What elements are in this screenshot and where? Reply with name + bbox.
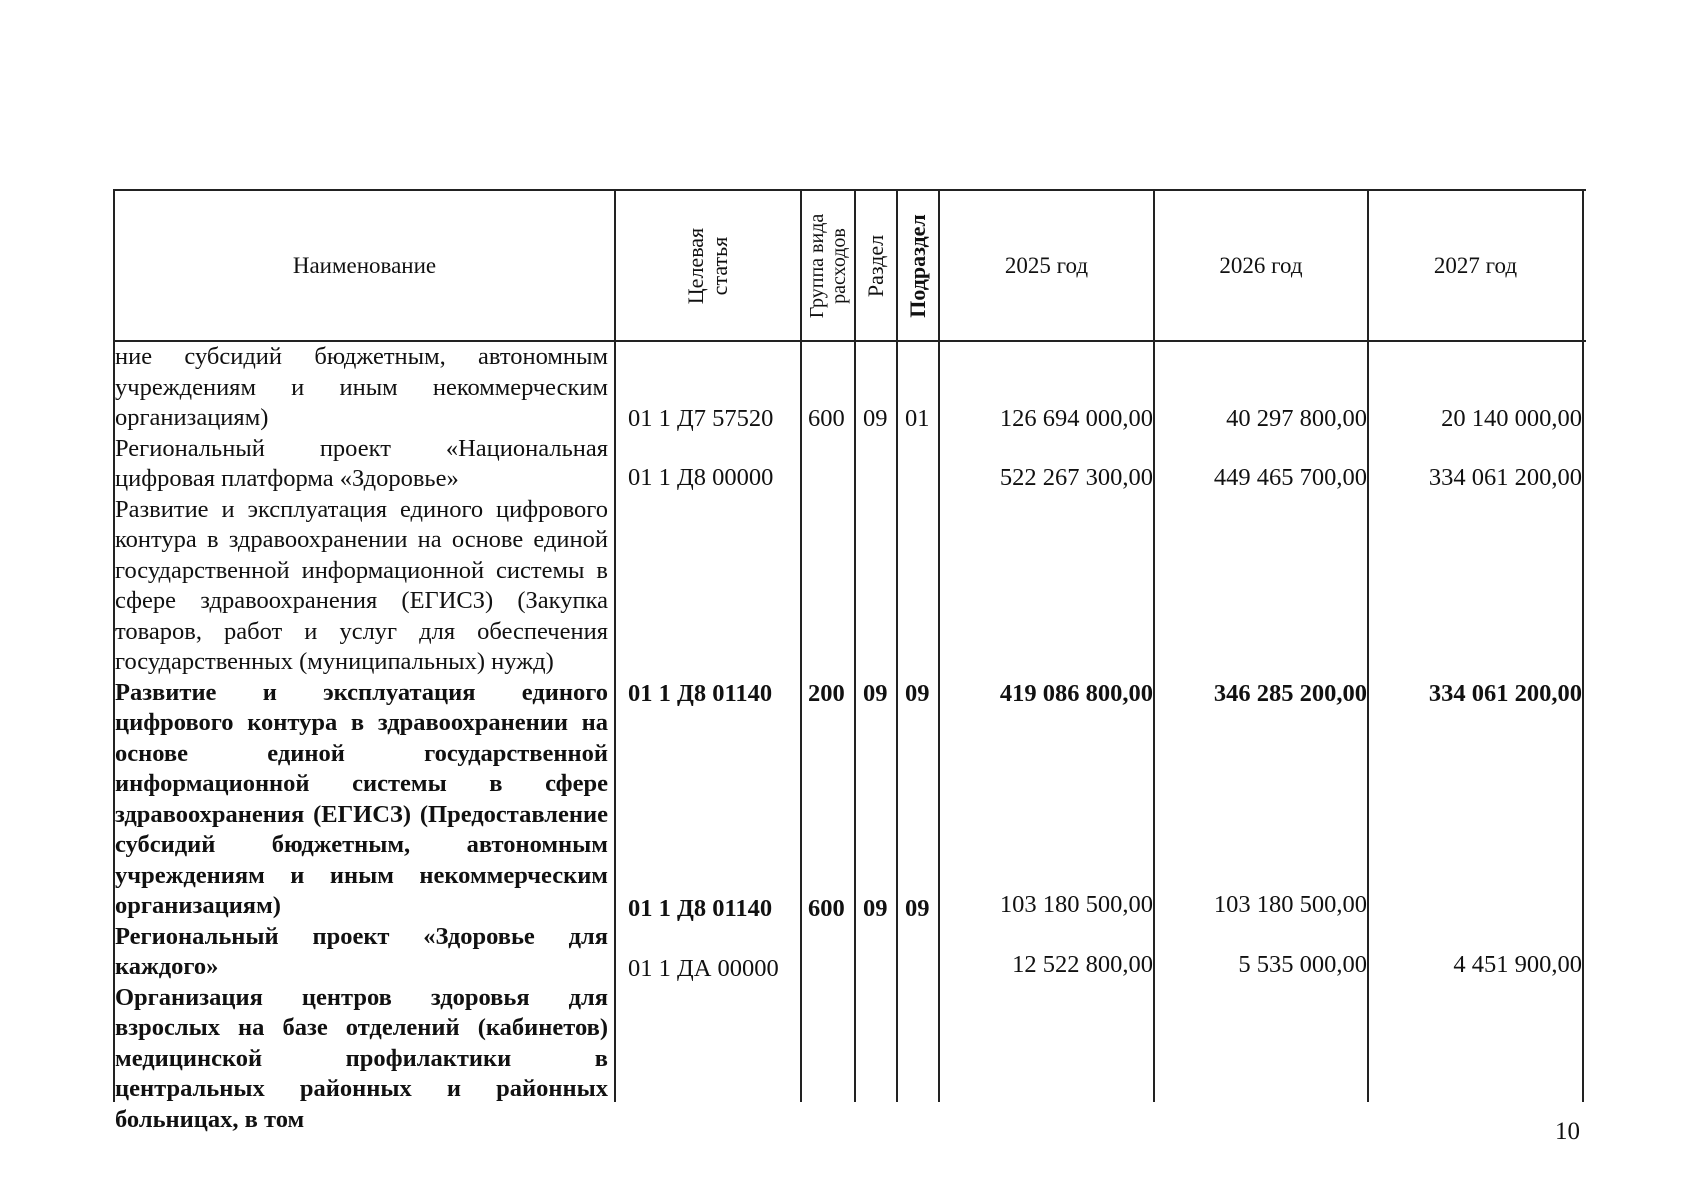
header-expense-group bbox=[802, 191, 854, 341]
row3-group: 200 bbox=[808, 680, 845, 707]
header-name bbox=[115, 191, 614, 341]
row5-y2025: 12 522 800,00 bbox=[1012, 951, 1153, 978]
header-year-2026 bbox=[1155, 191, 1367, 341]
row3-y2025: 419 086 800,00 bbox=[999, 680, 1153, 707]
header-expense-group-text: Группа вида расходов bbox=[806, 213, 850, 319]
row2-y2026: 449 465 700,00 bbox=[1213, 464, 1367, 491]
row3-y2027: 334 061 200,00 bbox=[1428, 680, 1582, 707]
row1-group: 600 bbox=[808, 405, 845, 432]
row-name-4: Развитие и эксплуатация единого цифрового контура в здравоохранении на основе единой государственной информационной системы в сфере здравоохранения (ЕГИСЗ) (Предоставление субсидий бюджетным, автономным учреждениям и иным некоммерческим организациям) bbox=[115, 678, 608, 919]
header-year-2026-text: 2026 год bbox=[1219, 253, 1303, 278]
row-name-1: ние субсидий бюджетным, автономным учреждениям и иным некоммерческим организациям) bbox=[115, 343, 608, 431]
name-column bbox=[115, 342, 608, 1135]
header-year-2027-text: 2027 год bbox=[1433, 253, 1518, 278]
row4-group: 600 bbox=[808, 895, 845, 922]
row1-y2025: 126 694 000,00 bbox=[999, 405, 1153, 432]
row-name-3: Развитие и эксплуатация единого цифрового контура в здравоохранении на основе единой государственной информационной системы в сфере здравоохранения (ЕГИСЗ) (Закупка товаров, работ и услуг для обеспечения государственных (муниципальных) нужд) bbox=[115, 495, 608, 675]
row1-subsection: 01 bbox=[905, 405, 930, 432]
row1-y2026: 40 297 800,00 bbox=[1226, 405, 1367, 432]
row5-y2026: 5 535 000,00 bbox=[1238, 951, 1367, 978]
header-subsection-text: Подраздел bbox=[905, 214, 930, 318]
row2-y2027: 334 061 200,00 bbox=[1428, 464, 1582, 491]
row-name-2: Региональный проект «Национальная цифровая платформа «Здоровье» bbox=[115, 434, 608, 492]
row3-y2026: 346 285 200,00 bbox=[1213, 680, 1367, 707]
row5-code: 01 1 ДА 00000 bbox=[628, 955, 779, 982]
row3-code: 01 1 Д8 01140 bbox=[628, 680, 773, 707]
row2-y2025: 522 267 300,00 bbox=[999, 464, 1153, 491]
header-section bbox=[856, 191, 896, 341]
header-year-2025 bbox=[940, 191, 1153, 341]
row4-section: 09 bbox=[863, 895, 888, 922]
row4-subsection: 09 bbox=[905, 895, 930, 922]
header-year-2027 bbox=[1369, 191, 1582, 341]
header-subsection bbox=[898, 191, 938, 341]
row2-code: 01 1 Д8 00000 bbox=[628, 464, 774, 491]
row4-code: 01 1 Д8 01140 bbox=[628, 895, 773, 922]
page-number: 10 bbox=[1555, 1118, 1580, 1145]
row3-subsection: 09 bbox=[905, 680, 930, 707]
row1-section: 09 bbox=[863, 405, 888, 432]
header-target-article bbox=[616, 191, 800, 341]
header-name-text: Наименование bbox=[292, 253, 437, 278]
row4-y2026: 103 180 500,00 bbox=[1213, 891, 1367, 918]
col-border-right bbox=[1582, 189, 1584, 1102]
header-year-2025-text: 2025 год bbox=[1004, 253, 1089, 278]
header-target-article-text: Целевая статья bbox=[683, 227, 732, 305]
row-name-5: Региональный проект «Здоровье для каждого» bbox=[115, 922, 608, 980]
header-section-text: Раздел bbox=[863, 234, 888, 298]
row5-y2027: 4 451 900,00 bbox=[1453, 951, 1582, 978]
row-name-6: Организация центров здоровья для взрослых на базе отделений (кабинетов) медицинской профилактики в центральных районных и районных больницах, в том bbox=[115, 983, 608, 1133]
row1-y2027: 20 140 000,00 bbox=[1441, 405, 1582, 432]
row3-section: 09 bbox=[863, 680, 888, 707]
row1-code: 01 1 Д7 57520 bbox=[628, 405, 774, 432]
row4-y2025: 103 180 500,00 bbox=[999, 891, 1153, 918]
